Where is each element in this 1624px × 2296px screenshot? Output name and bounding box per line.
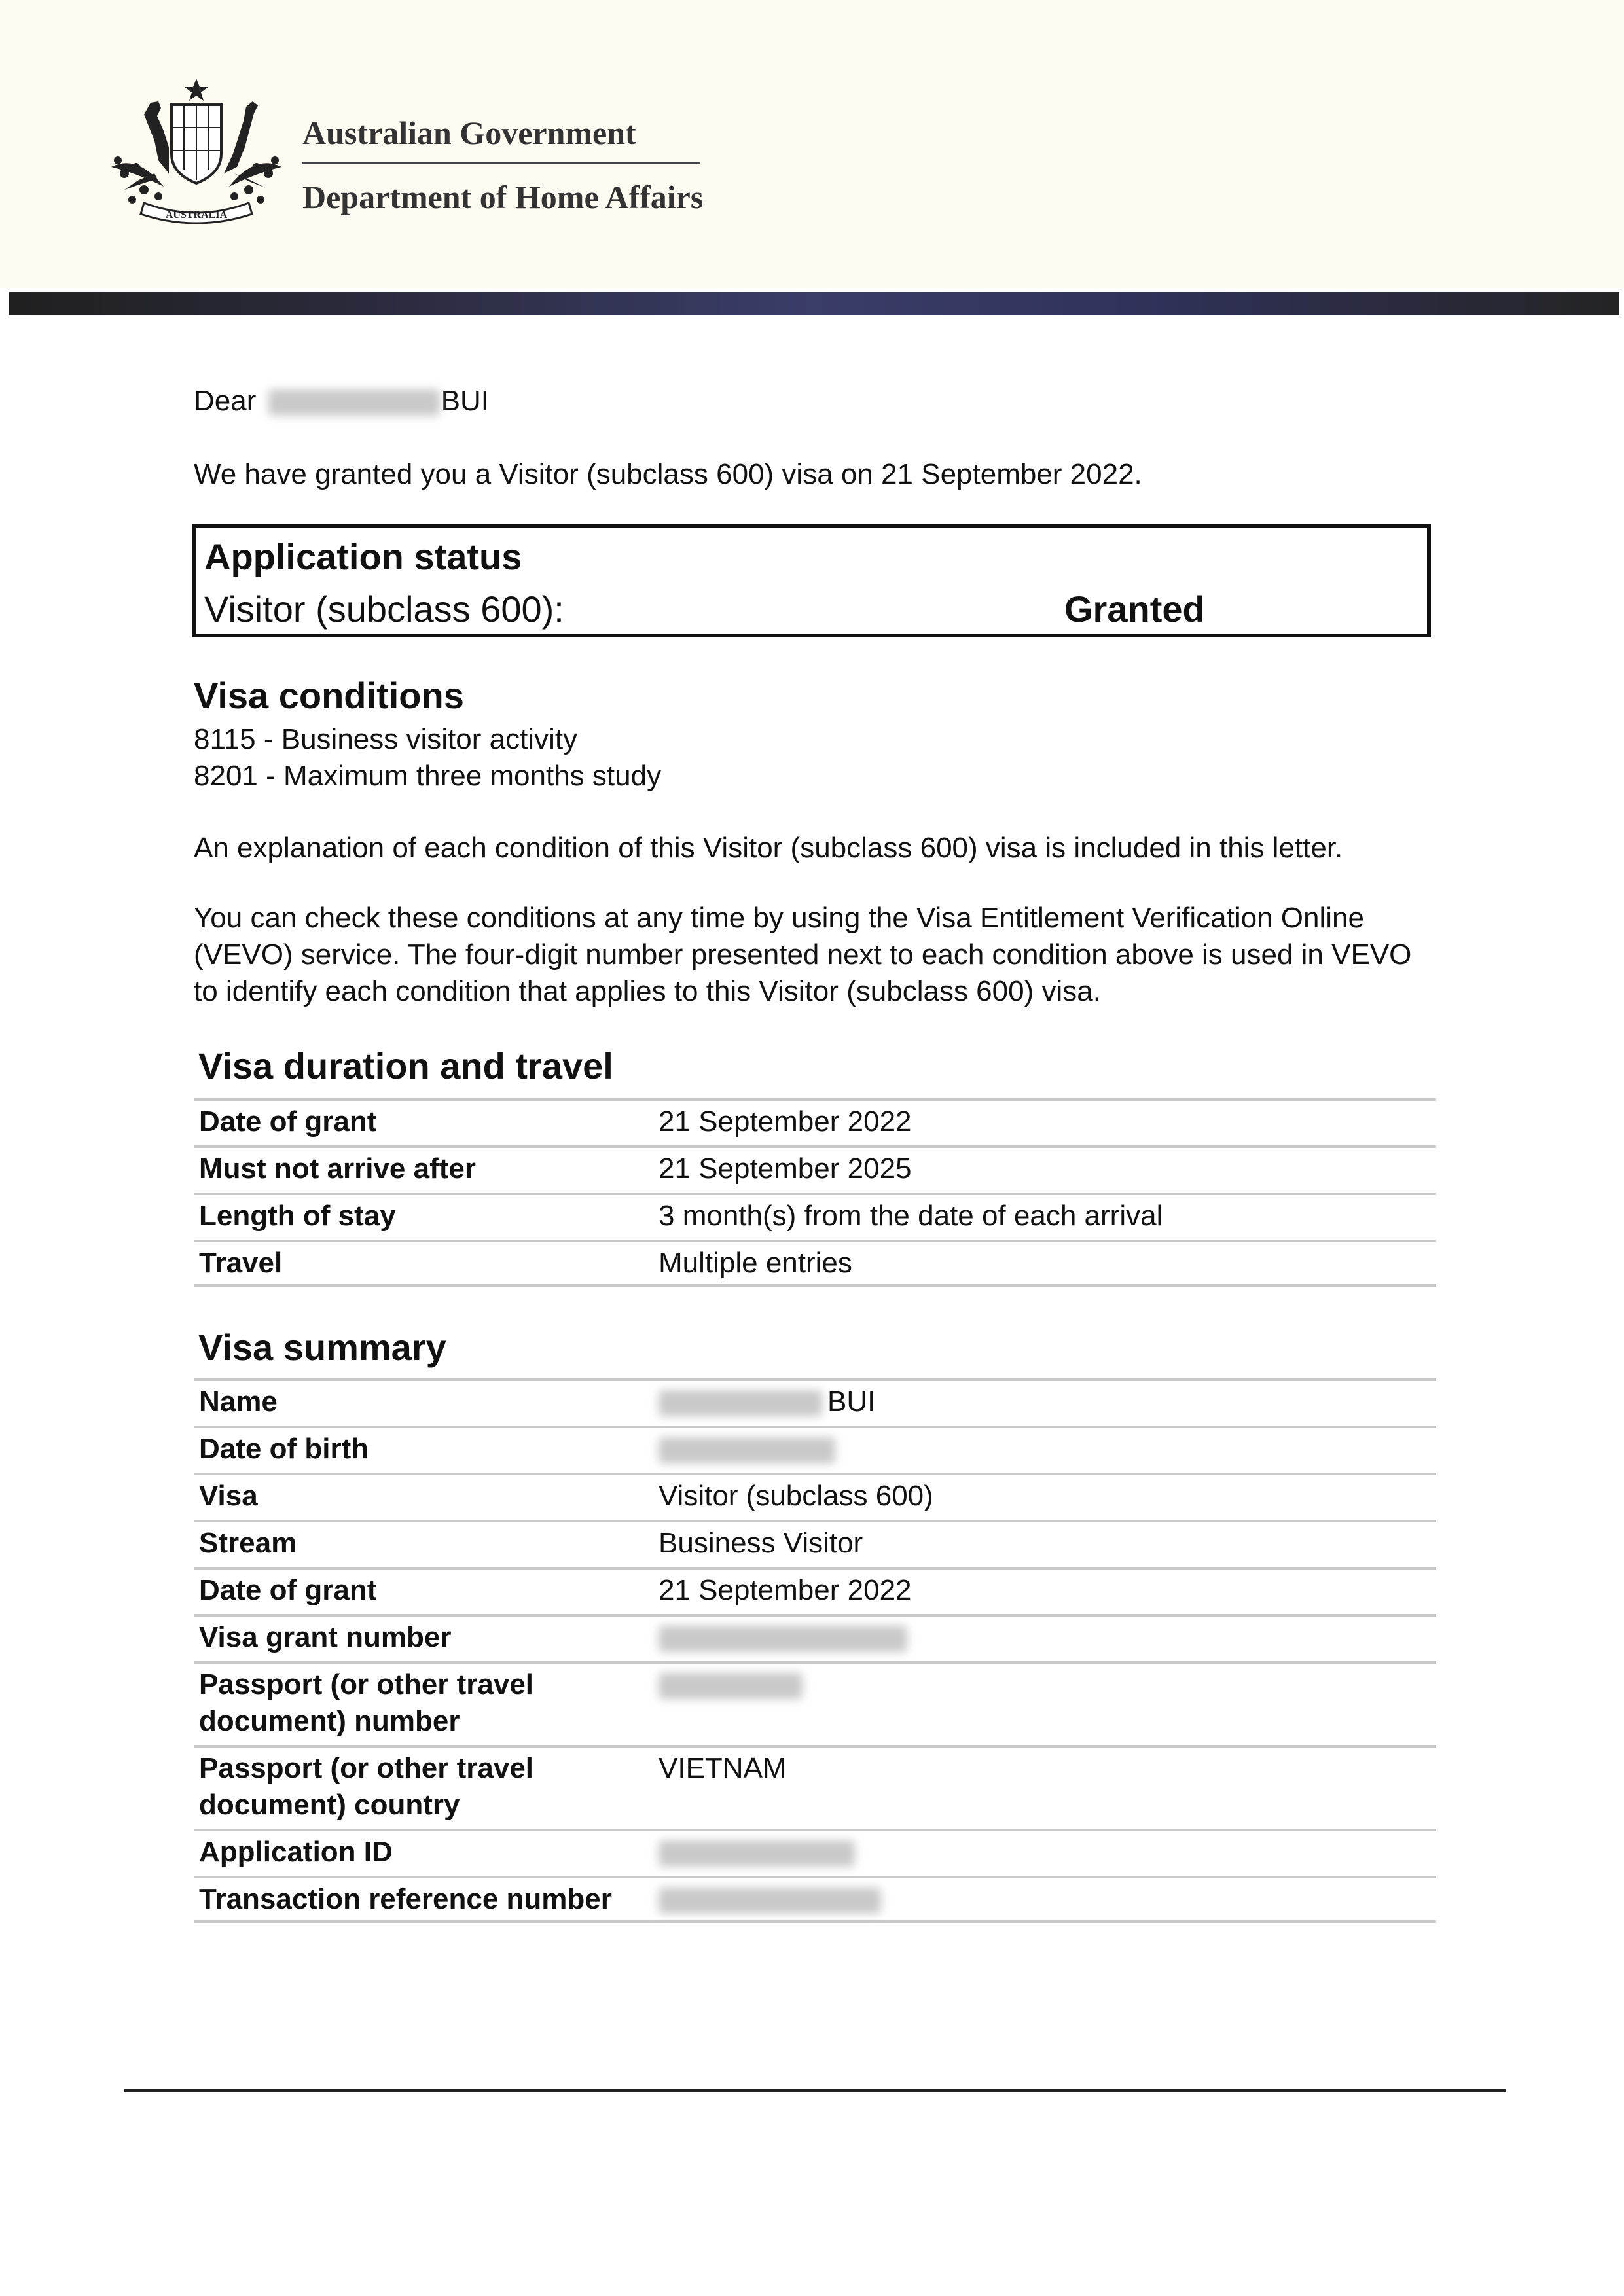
- redacted-application-id: [659, 1840, 855, 1867]
- row-label: Travel: [199, 1247, 283, 1279]
- conditions-explanation: An explanation of each condition of this Visitor (subclass 600) visa is included in this letter.: [194, 832, 1343, 864]
- row-value: Multiple entries: [659, 1247, 852, 1279]
- row-label: Date of birth: [199, 1433, 369, 1465]
- name-surname: BUI: [827, 1386, 876, 1418]
- visa-summary-table: [194, 1378, 1436, 1923]
- row-value: [659, 1834, 855, 1871]
- letterhead: [0, 0, 1624, 288]
- status-value: Granted: [1064, 588, 1205, 630]
- table-row: [194, 1829, 1436, 1876]
- row-value: [659, 1619, 907, 1656]
- row-value: 21 September 2025: [659, 1153, 912, 1185]
- row-value: [659, 1666, 803, 1703]
- redacted-given-names: [659, 1390, 822, 1416]
- row-value: [659, 1431, 835, 1467]
- visa-conditions-heading: Visa conditions: [194, 675, 464, 716]
- row-label: Length of stay: [199, 1200, 396, 1232]
- table-row: [194, 1240, 1436, 1287]
- row-value: 21 September 2022: [659, 1574, 912, 1606]
- table-row: [194, 1661, 1436, 1745]
- row-label: Stream: [199, 1527, 297, 1559]
- redacted-given-names: [268, 389, 440, 416]
- government-name: Australian Government: [302, 115, 636, 151]
- row-label: Visa: [199, 1480, 258, 1512]
- table-row: [194, 1145, 1436, 1193]
- row-value: [659, 1384, 875, 1420]
- row-label: Name: [199, 1386, 278, 1418]
- visa-duration-heading: Visa duration and travel: [198, 1045, 613, 1086]
- status-label: Visitor (subclass 600):: [204, 588, 564, 630]
- condition-item: 8115 - Business visitor activity: [194, 723, 578, 755]
- crest-banner-text: AUSTRALIA: [165, 209, 228, 221]
- table-row: [194, 1520, 1436, 1567]
- redacted-transaction-reference: [659, 1888, 881, 1914]
- row-value: 3 month(s) from the date of each arrival: [659, 1200, 1163, 1232]
- table-row: [194, 1745, 1436, 1829]
- row-label: Passport (or other travel document) country: [199, 1752, 534, 1821]
- condition-item: 8201 - Maximum three months study: [194, 760, 662, 792]
- row-label: Date of grant: [199, 1574, 377, 1606]
- row-value: VIETNAM: [659, 1752, 787, 1784]
- row-value: Visitor (subclass 600): [659, 1480, 933, 1512]
- redacted-visa-grant-number: [659, 1626, 907, 1652]
- table-row: [194, 1426, 1436, 1473]
- row-label: Passport (or other travel document) number: [199, 1668, 534, 1737]
- surname: BUI: [441, 385, 489, 417]
- table-row: [194, 1614, 1436, 1661]
- grant-intro: We have granted you a Visitor (subclass 600) visa on 21 September 2022.: [194, 458, 1142, 490]
- visa-duration-table: [194, 1098, 1436, 1287]
- row-value: 21 September 2022: [659, 1105, 912, 1138]
- department-name: Department of Home Affairs: [302, 179, 704, 215]
- redacted-date-of-birth: [659, 1437, 835, 1463]
- table-row: [194, 1567, 1436, 1614]
- table-row: [194, 1098, 1436, 1145]
- row-label: Visa grant number: [199, 1621, 452, 1653]
- footer-divider: [124, 2089, 1506, 2092]
- row-value: Business Visitor: [659, 1527, 863, 1559]
- table-row: [194, 1193, 1436, 1240]
- vevo-note: You can check these conditions at any time by using the Visa Entitlement Verification Online (VEVO) service. The four-digit number presented next to each condition above is used in VEVO to identify each condition that applies to this Visitor (subclass 600) visa.: [194, 902, 1412, 1007]
- table-row: [194, 1876, 1436, 1923]
- status-title: Application status: [204, 536, 522, 577]
- table-row: [194, 1378, 1436, 1426]
- visa-summary-heading: Visa summary: [198, 1327, 446, 1368]
- letterhead-divider: [302, 162, 700, 164]
- row-label: Date of grant: [199, 1105, 377, 1138]
- row-label: Transaction reference number: [199, 1883, 612, 1915]
- commonwealth-coat-of-arms-icon: [98, 75, 295, 229]
- table-row: [194, 1473, 1436, 1520]
- salutation: Dear: [194, 385, 257, 417]
- row-value: [659, 1881, 881, 1918]
- row-label: Application ID: [199, 1836, 393, 1868]
- row-label: Must not arrive after: [199, 1153, 476, 1185]
- application-status-box: [192, 524, 1431, 637]
- header-band: [9, 292, 1619, 315]
- salutation-line: [194, 383, 489, 419]
- redacted-passport-number: [659, 1673, 803, 1699]
